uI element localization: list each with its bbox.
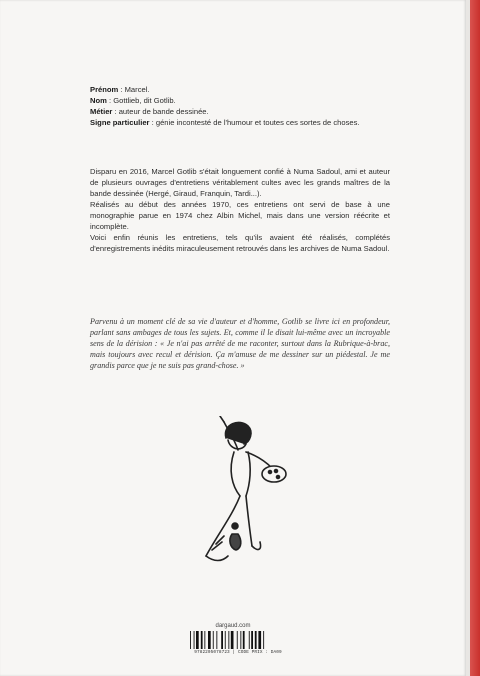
metier-value: : auteur de bande dessinée. <box>112 107 209 116</box>
gotlib-illustration <box>188 416 292 568</box>
barcode-bar <box>263 631 264 649</box>
signe-label: Signe particulier <box>90 118 150 127</box>
nom-label: Nom <box>90 96 107 105</box>
prenom-value: : Marcel. <box>118 85 150 94</box>
prenom-label: Prénom <box>90 85 119 94</box>
barcode-bar <box>243 631 245 649</box>
barcode-bar <box>201 631 203 649</box>
barcode-bar <box>255 631 257 649</box>
barcode-bar <box>190 631 191 649</box>
barcode-bar <box>237 631 238 649</box>
identity-nom <box>90 95 390 106</box>
identity-block <box>90 84 390 128</box>
identity-metier <box>90 106 390 117</box>
book-spine <box>466 0 480 676</box>
nom-value: : Gottlieb, dit Gotlib. <box>106 96 176 105</box>
barcode-bar <box>216 631 217 649</box>
bio-paragraph-2: Réalisés au début des années 1970, ces entretiens ont servi de base à une monographie parue en 1974 chez Albin Michel, mais dans une version réécrite et incomplète. <box>90 200 390 231</box>
bio-paragraph-1: Disparu en 2016, Marcel Gotlib s'était longuement confié à Numa Sadoul, ami et auteur de plusieurs ouvrages d'entretiens véritablement cultes avec les grands maîtres de la bande dessinée (Hergé, Giraud, Franquin, Tardi...). <box>90 167 390 198</box>
barcode-bar <box>196 631 199 649</box>
bio-paragraph-3: Voici enfin réunis les entretiens, tels qu'ils avaient été réalisés, complétés d'enregistrements inédits miraculeusement retrouvés dans les archives de Numa Sadoul. <box>90 233 390 253</box>
barcode-bar <box>258 631 261 649</box>
barcode-bar <box>208 631 211 649</box>
barcode-bar <box>213 631 214 649</box>
barcode-bar <box>194 631 195 649</box>
identity-prenom <box>90 84 390 95</box>
bio-block <box>90 166 390 254</box>
publisher-url: dargaud.com <box>215 623 251 629</box>
quote-block: Parvenu à un moment clé de sa vie d'auteur et d'homme, Gotlib se livre ici en profondeur, parlant sans ambages de tous les sujets. Et, comme il le disait lui-même avec un incroyable sens de la dérision : « Je n'ai pas arrêté de me raconter, surtout dans la Rubrique-à-brac, mais toujours avec recul et dérision. Ça m'amuse de me dessiner sur un piédestal. Je me grandis parce que je ne suis pas grand-chose. » <box>90 317 390 370</box>
barcode-bar <box>204 631 205 649</box>
barcode-text: 9782205078723 | CODE PRIX : DA09 <box>194 650 282 655</box>
barcode-bar <box>221 631 223 649</box>
metier-label: Métier <box>90 107 113 116</box>
identity-signe <box>90 117 390 128</box>
barcode-bar <box>240 631 241 649</box>
barcode-bar <box>251 631 253 649</box>
barcode-bar <box>249 631 250 649</box>
barcode <box>188 631 288 649</box>
barcode-bar <box>228 631 229 649</box>
barcode-bar <box>231 631 234 649</box>
barcode-bar <box>225 631 226 649</box>
signe-value: : génie incontesté de l'humour et toutes ces sortes de choses. <box>149 118 360 127</box>
